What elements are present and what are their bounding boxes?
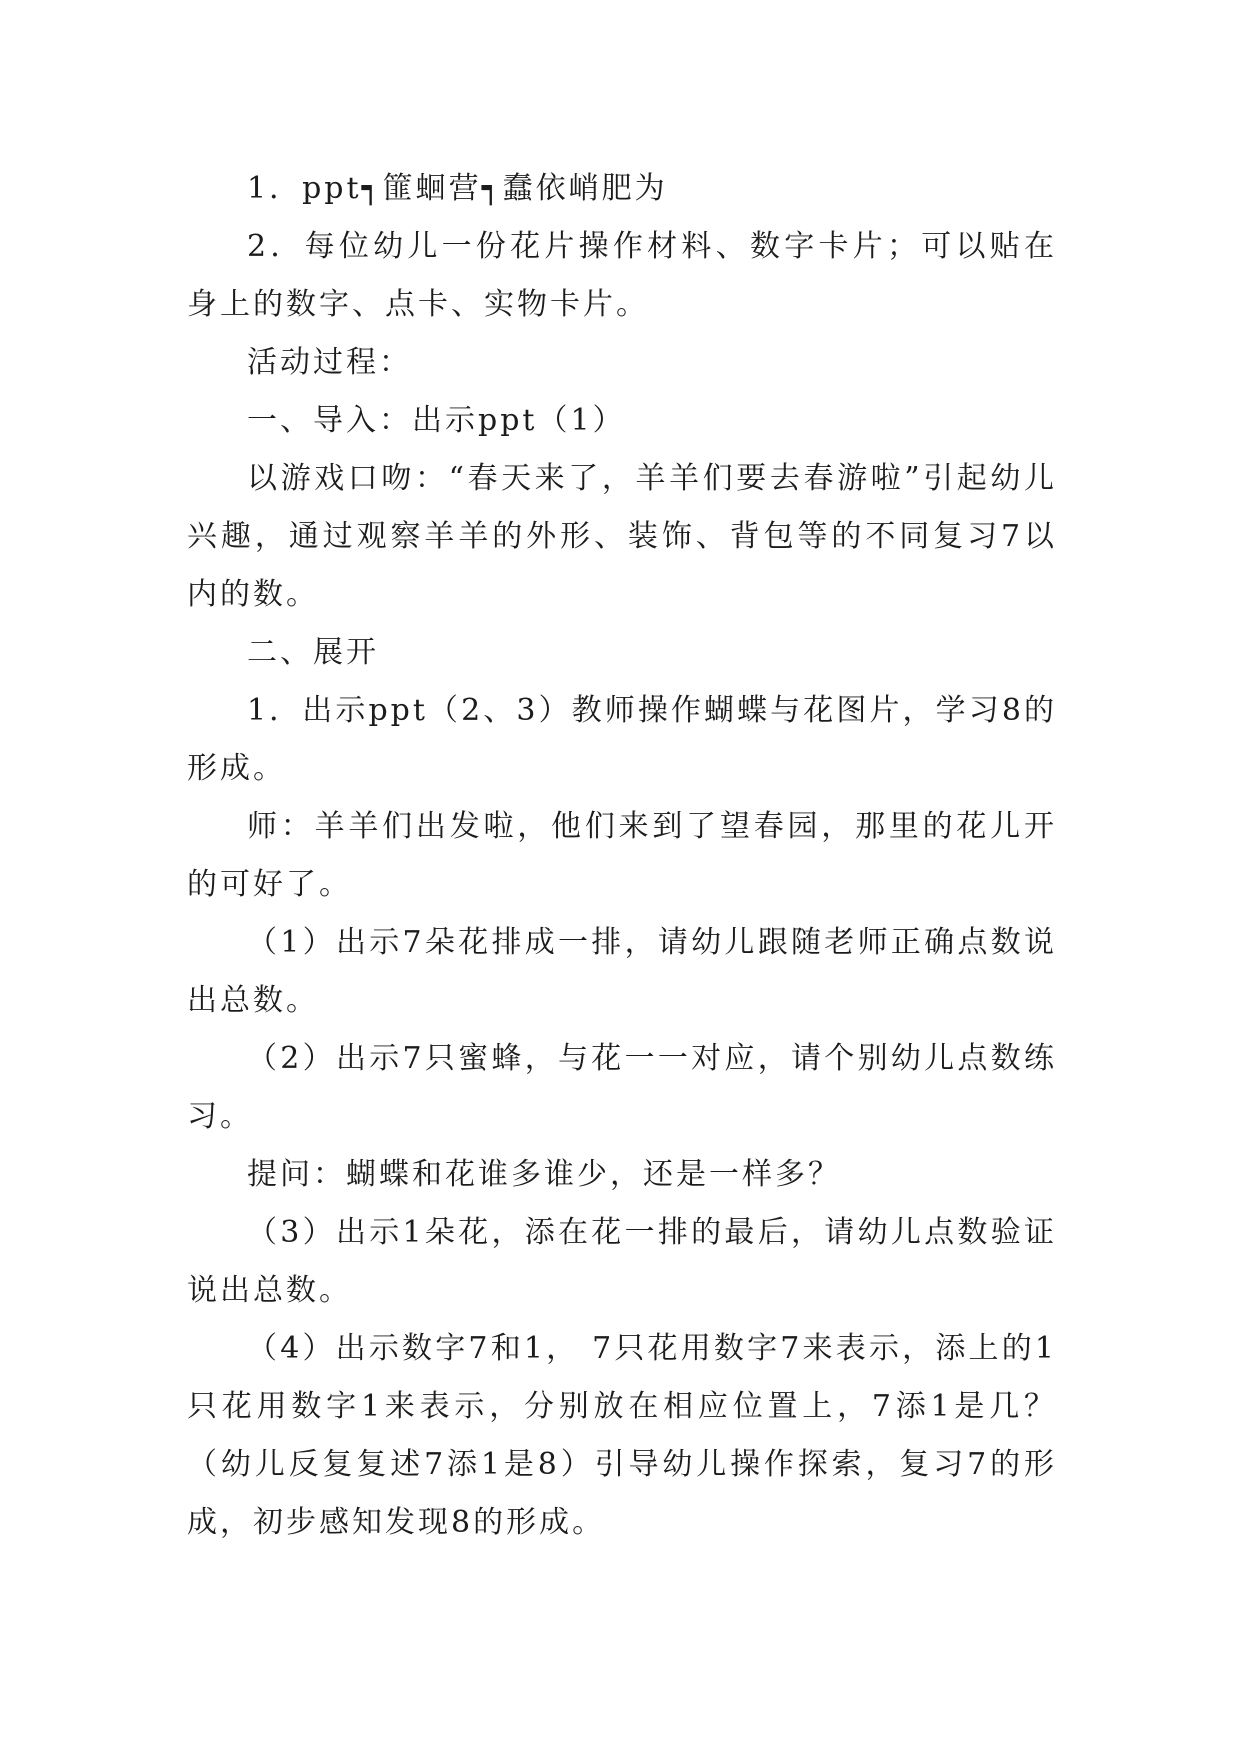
development-step-1: 1．出示ppt（2、3）教师操作蝴蝶与花图片，学习8的形成。 xyxy=(187,693,1057,786)
teacher-dialogue: 师：羊羊们出发啦，他们来到了望春园，那里的花儿开的可好了。 xyxy=(187,809,1057,902)
section-heading-introduction: 一、导入：出示ppt（1） xyxy=(247,403,626,438)
substep-4: （4）出示数字7和1， 7只花用数字7来表示，添上的1只花用数字1来表示，分别放在相应位置上，7添1是几？（幼儿反复复述7添1是8）引导幼儿操作探索，复习7的形成，初步感知发现8的形成。 xyxy=(187,1331,1057,1540)
materials-item-1: 1．ppt┑篚蛔营┑蠢依峭肥为 xyxy=(247,171,668,206)
substep-1: （1）出示7朵花排成一排，请幼儿跟随老师正确点数说出总数。 xyxy=(187,925,1057,1018)
section-heading-activity-process: 活动过程： xyxy=(247,345,412,380)
substep-2: （2）出示7只蜜蜂，与花一一对应，请个别幼儿点数练习。 xyxy=(187,1041,1057,1134)
introduction-paragraph: 以游戏口吻：“春天来了，羊羊们要去春游啦”引起幼儿兴趣，通过观察羊羊的外形、装饰、背包等的不同复习7以内的数。 xyxy=(187,461,1057,612)
materials-item-2: 2．每位幼儿一份花片操作材料、数字卡片；可以贴在身上的数字、点卡、实物卡片。 xyxy=(187,229,1057,322)
section-heading-development: 二、展开 xyxy=(247,635,379,670)
substep-3: （3）出示1朵花，添在花一排的最后，请幼儿点数验证说出总数。 xyxy=(187,1215,1057,1308)
document-body xyxy=(187,160,1057,1552)
question-paragraph: 提问：蝴蝶和花谁多谁少，还是一样多？ xyxy=(247,1157,841,1192)
